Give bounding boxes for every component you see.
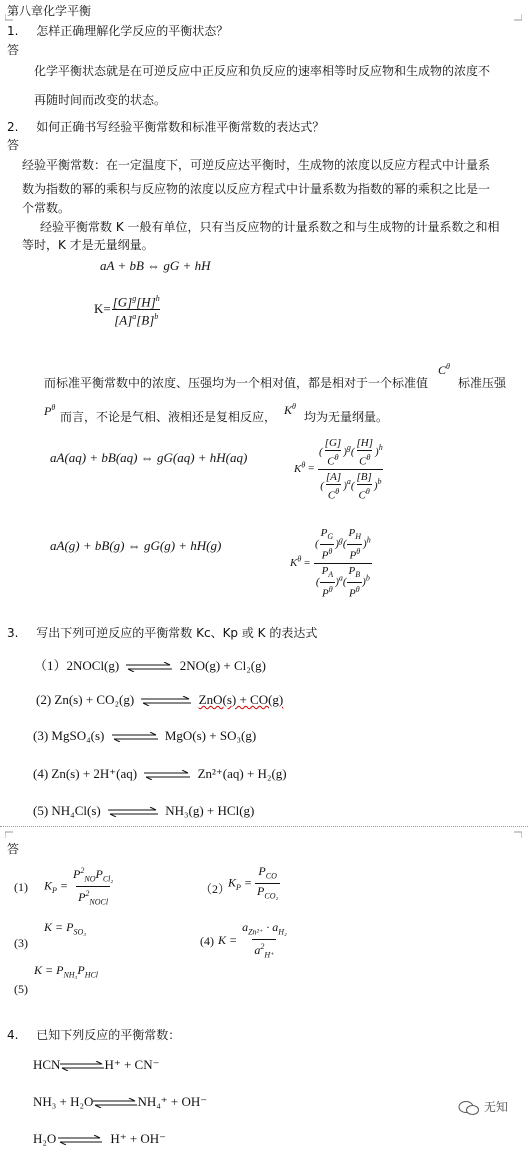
answer-text: 数为指数的幂的乘积与反应物的浓度以反应方程式中计量系数为指数的幂的乘积之比是一 [22, 182, 491, 196]
gas-equation: aA(g) + bB(g) ⇔ gG(g) + hH(g) [50, 538, 222, 553]
question-number: 1. [7, 24, 19, 38]
question-number: 4. [7, 1028, 19, 1042]
answer-4-expression: K = $\frac{a_{Zn^{2+}} \cdot a_{H_2}}{a^2_{H^+}}$ [218, 920, 289, 963]
answer-text: 而标准平衡常数中的浓度、压强均为一个相对值，都是相对于一个标准值 [44, 376, 429, 390]
equilibrium-arrow-icon [108, 807, 158, 817]
answer-text: 经验平衡常数：在一定温度下，可逆反应达平衡时，生成物的浓度以反应方程式中计量系 [22, 158, 491, 172]
reactants: (3) MgSO₄(s) [33, 728, 105, 743]
reaction-3 [33, 728, 256, 744]
given-reaction-1 [33, 1057, 159, 1073]
answer-text: 化学平衡状态就是在可逆反应中正反应和负反应的速率相等时反应物和生成物的浓度不 [34, 64, 491, 78]
question-number: 3. [7, 626, 19, 640]
products: NH₄⁺ + OH⁻ [137, 1094, 208, 1109]
watermark [458, 1098, 508, 1116]
equilibrium-arrow-icon [93, 1098, 137, 1108]
answer-label: 答 [7, 842, 20, 856]
products: MgO(s) + SO₃(g) [164, 728, 257, 743]
chapter-title: 第八章化学平衡 [7, 4, 92, 18]
corner-mark [5, 14, 13, 22]
answer-text: 标准压强 [458, 376, 507, 390]
answer-label: 答 [7, 138, 20, 152]
watermark-text: 无知 [483, 1100, 508, 1114]
question-4 [7, 1026, 180, 1043]
answer-5-label: (5) [14, 982, 28, 996]
reaction-1 [34, 655, 266, 674]
corner-mark [514, 830, 522, 838]
reactants: H₂O [33, 1131, 57, 1146]
question-text: 已知下列反应的平衡常数： [36, 1028, 181, 1042]
products: 2NO(g) + Cl₂(g) [179, 658, 266, 673]
equilibrium-arrow-icon [112, 732, 158, 742]
answer-3-expression: $K = P_{SO_3}$ [44, 920, 86, 937]
reactants: (5) NH₄Cl(s) [33, 803, 101, 818]
answer-text: 经验平衡常数 K 一般有单位，只有当反应物的计量系数之和与生成物的计量系数之和相 [40, 220, 500, 234]
equilibrium-arrow-icon [144, 770, 190, 780]
answer-text: 而言，不论是气相、液相还是复相反应， [60, 410, 277, 424]
products: H⁺ + CN⁻ [104, 1057, 160, 1072]
k-expression: K= $\frac{[G]^g[H]^h}{[A]^a[B]^b}$ [94, 294, 160, 328]
reaction-2 [36, 692, 283, 708]
reactants: NH₃ + H₂O [33, 1094, 94, 1109]
k-theta-symbol: $K^\theta$ [284, 402, 296, 417]
question-3 [7, 624, 317, 641]
answer-text: 个常数。 [22, 201, 71, 215]
reactants: (2) Zn(s) + CO₂(g) [36, 692, 135, 707]
answer-text: 再随时间而改变的状态。 [34, 93, 167, 107]
answer-2-expression: $K_P$ = $\frac{P_{CO}}{P_{CO_2}}$ [228, 864, 280, 904]
equilibrium-arrow-icon [141, 696, 191, 706]
reactants: (4) Zn(s) + 2H⁺(aq) [33, 766, 138, 781]
question-1 [7, 22, 228, 39]
answer-5-expression: $K = P_{NH_3}P_{HCl}$ [34, 963, 99, 980]
k-theta-gas-expression: $K^\theta$ = ( $\frac{P_G}{P^\theta}$ )$^g$( $\frac{P_H}{P^\theta}$ )$^h$ ( $\frac{P_A}{P^\theta}$ )$^a$( $\frac{P_B}{P^\theta}$ )$^b$ [290, 527, 371, 600]
products: ZnO(s) + CO(g) [198, 692, 284, 707]
reactants: （1）2NOCl(g) [34, 658, 120, 673]
answer-text: 等时，K 才是无量纲量。 [22, 238, 154, 252]
p-theta-symbol: $P^\theta$ [44, 403, 56, 418]
general-equation: aA + bB ⇔ gG + hH [100, 258, 211, 273]
question-2 [7, 118, 324, 135]
question-text: 如何正确书写经验平衡常数和标准平衡常数的表达式？ [36, 120, 325, 134]
answer-1-label: (1) [14, 880, 28, 894]
reaction-4 [33, 766, 287, 782]
c-theta-symbol: $C^\theta$ [438, 362, 450, 377]
equilibrium-arrow-icon [60, 1061, 104, 1071]
corner-mark [514, 14, 522, 22]
aqueous-equation: aA(aq) + bB(aq) ⇔ gG(aq) + hH(aq) [50, 450, 248, 465]
reaction-5 [33, 803, 254, 819]
answer-2-label: （2） [200, 882, 231, 896]
products: Zn²⁺(aq) + H₂(g) [197, 766, 287, 781]
corner-mark [5, 830, 13, 838]
given-reaction-2 [33, 1094, 207, 1110]
reactants: HCN [33, 1057, 61, 1072]
question-number: 2. [7, 120, 19, 134]
wechat-icon [458, 1100, 480, 1116]
answer-4-label: (4) [200, 934, 214, 948]
equilibrium-arrow-icon [126, 662, 172, 672]
answer-text: 均为无量纲量。 [304, 410, 389, 424]
page-separator [0, 826, 528, 827]
question-text: 怎样正确理解化学反应的平衡状态？ [36, 24, 229, 38]
equilibrium-arrow-icon [58, 1135, 102, 1145]
question-text: 写出下列可逆反应的平衡常数 Kc、Kp 或 K 的表达式 [36, 626, 318, 640]
answer-label: 答 [7, 43, 20, 57]
answer-3-label: (3) [14, 936, 28, 950]
products: NH₃(g) + HCl(g) [165, 803, 255, 818]
answer-1-expression: $K_P$ = $\frac{P^2_{NO}P_{Cl_2}}{P^2_{NOCl}}$ [44, 864, 115, 910]
k-theta-aq-expression: $K^\theta$ = ( $\frac{[G]}{C^\theta}$ )$^g$( $\frac{[H]}{C^\theta}$ )$^h$ ( $\frac{[A]}{C^\theta}$ )$^a$( $\frac{[B]}{C^\theta}$ )$^b$ [294, 437, 383, 502]
products: H⁺ + OH⁻ [110, 1131, 167, 1146]
given-reaction-3 [33, 1131, 166, 1147]
